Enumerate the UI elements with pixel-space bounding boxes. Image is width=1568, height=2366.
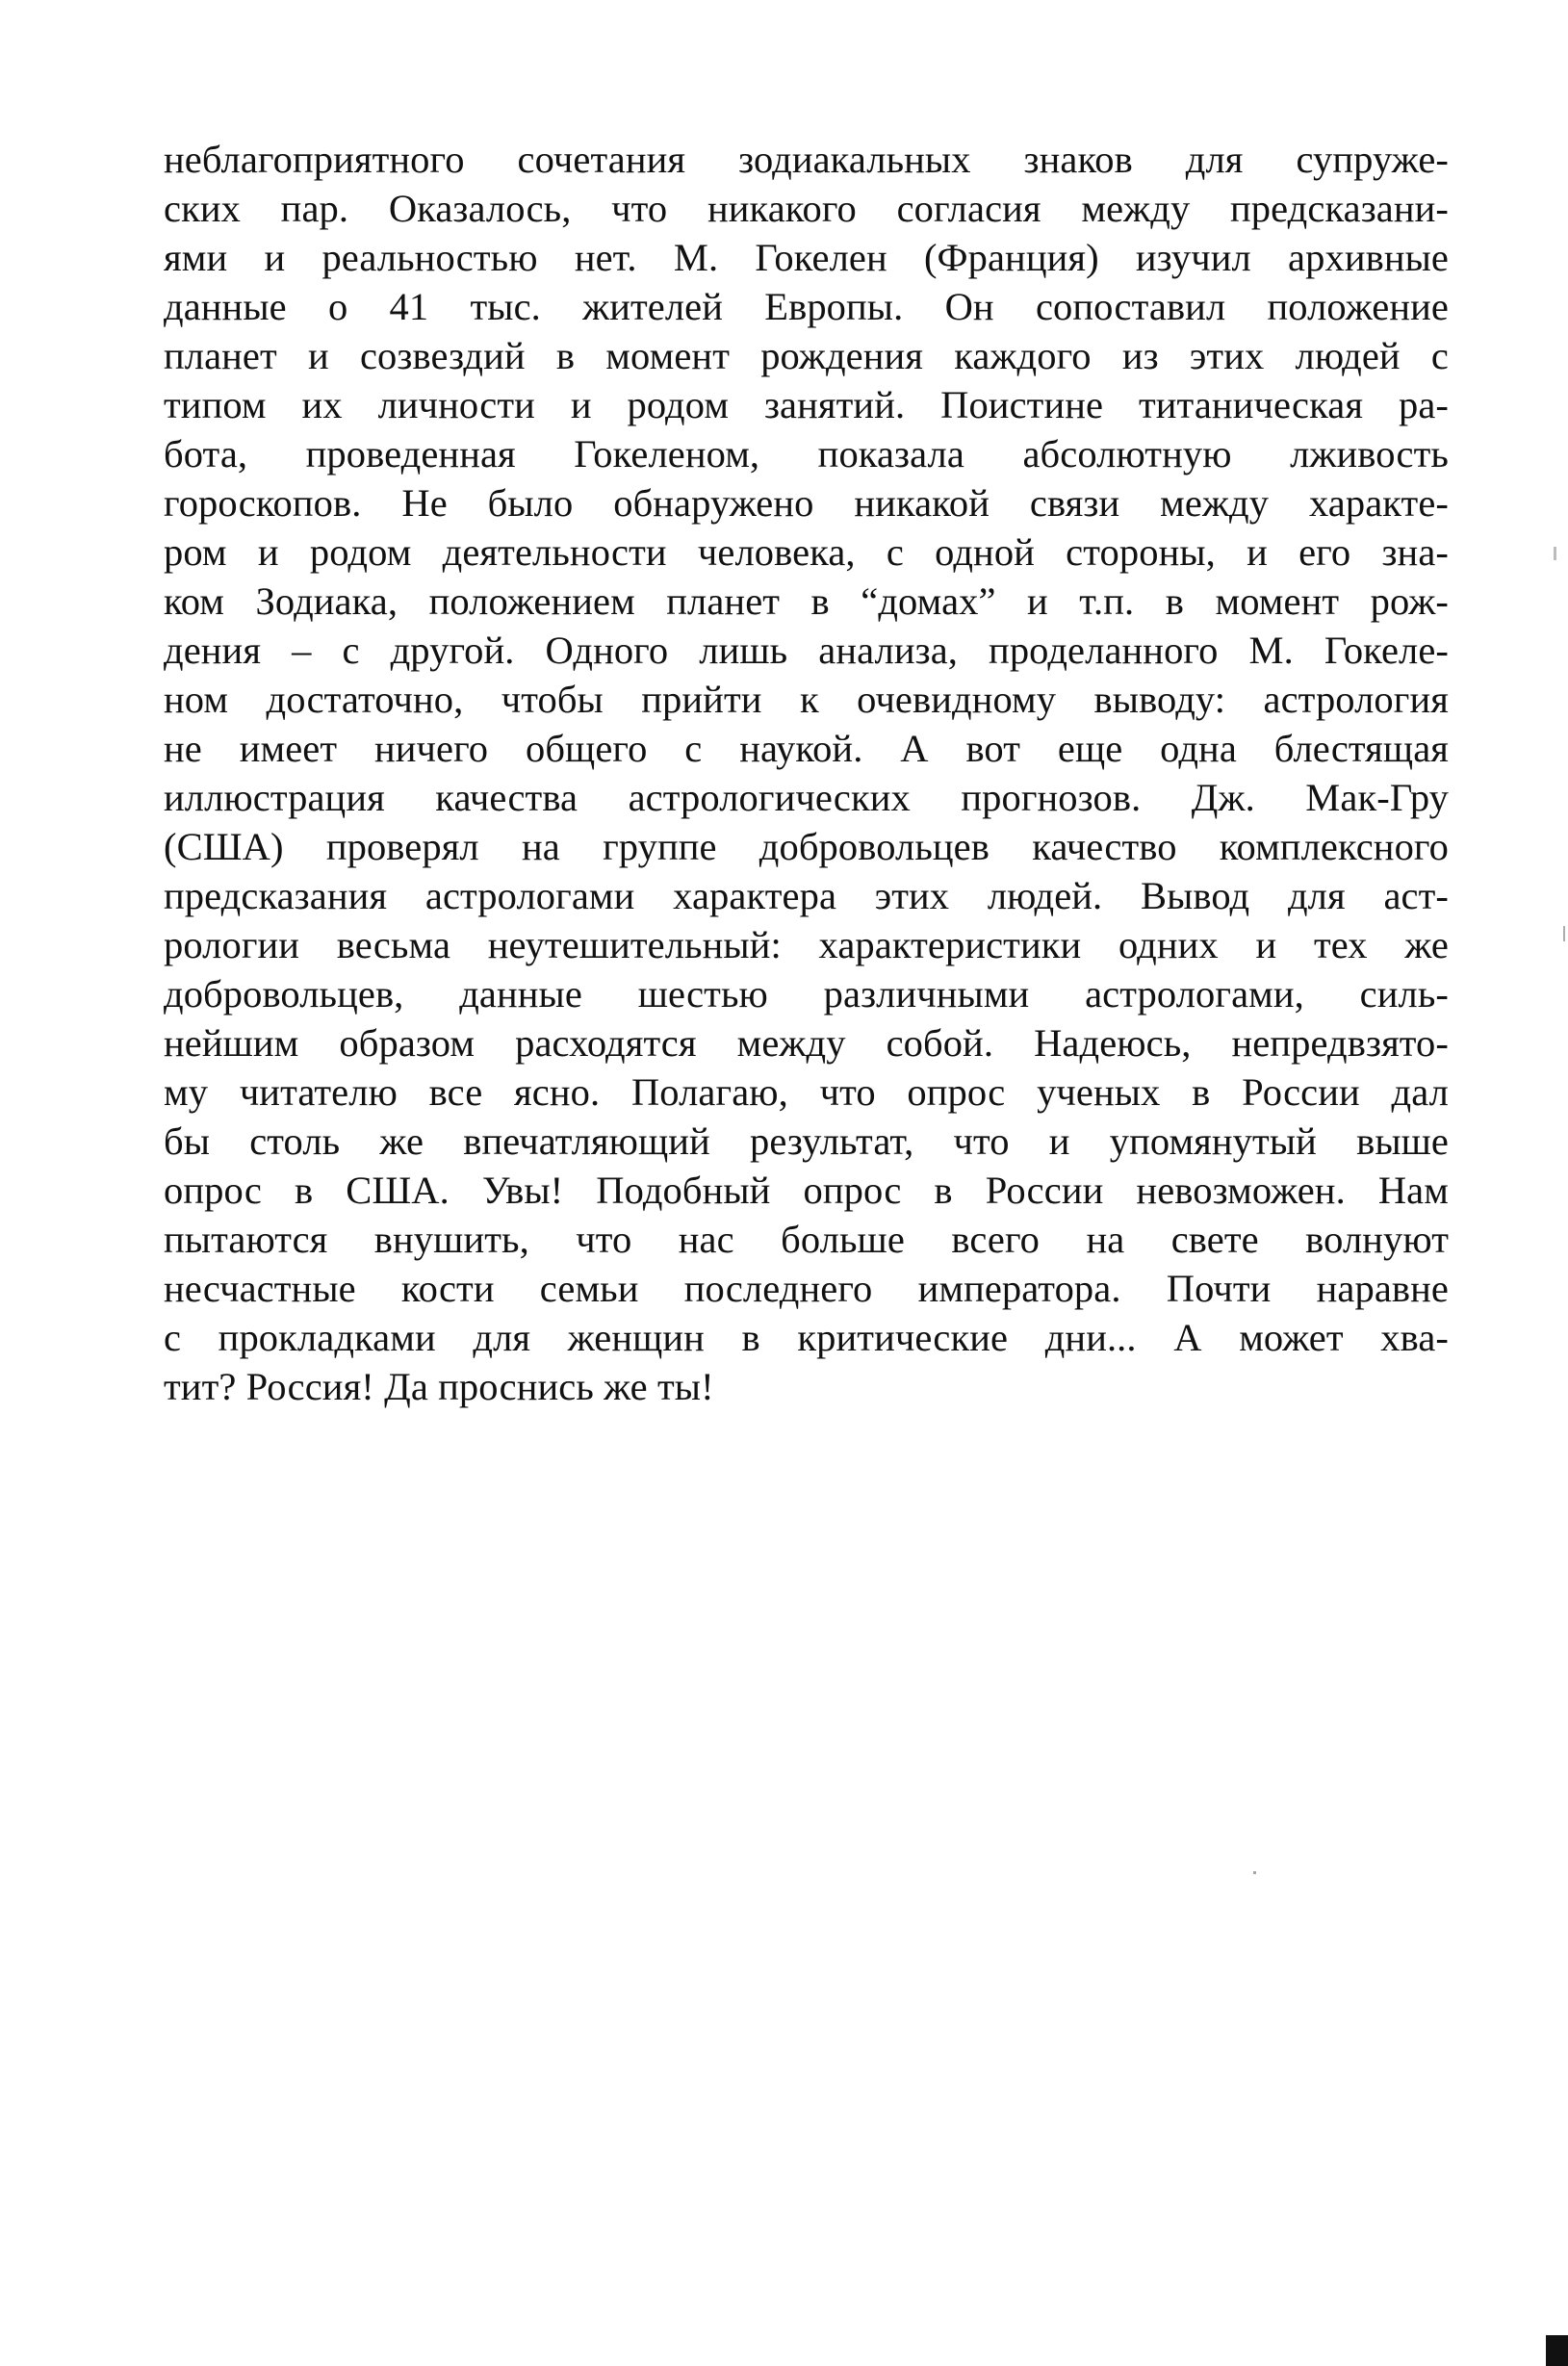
text-line: ром и родом деятельности человека, с одной стороны, и его зна- (164, 530, 1449, 574)
text-line: ями и реальностью нет. М. Гокелен (Франция) изучил архивные (164, 236, 1449, 279)
text-line: бота, проведенная Гокеленом, показала абсолютную лживость (164, 432, 1449, 476)
text-line: ских пар. Оказалось, что никакого согласия между предсказани- (164, 187, 1449, 230)
text-line: гороскопов. Не было обнаружено никакой связи между характе- (164, 481, 1449, 525)
text-line: планет и созвездий в момент рождения каждого из этих людей с (164, 334, 1449, 377)
text-line: бы столь же впечатляющий результат, что и упомянутый выше (164, 1119, 1449, 1163)
text-line: иллюстрация качества астрологических прогнозов. Дж. Мак-Гру (164, 776, 1449, 819)
text-line: (США) проверял на группе добровольцев качество комплексного (164, 825, 1449, 868)
text-line: му читателю все ясно. Полагаю, что опрос ученых в России дал (164, 1070, 1449, 1114)
text-line-last: тит? Россия! Да проснись же ты! (164, 1365, 714, 1408)
text-line: нейшим образом расходятся между собой. Надеюсь, непредвзято- (164, 1021, 1449, 1065)
text-line: ном достаточно, чтобы прийти к очевидному выводу: астрология (164, 678, 1449, 721)
text-line: несчастные кости семьи последнего императора. Почти наравне (164, 1267, 1449, 1310)
text-line: добровольцев, данные шестью различными астрологами, силь- (164, 972, 1449, 1016)
text-line: ком Зодиака, положением планет в “домах” и т.п. в момент рож- (164, 579, 1449, 623)
body-text (164, 135, 1449, 1411)
text-line: неблагоприятного сочетания зодиакальных знаков для супруже- (164, 138, 1449, 181)
text-line: предсказания астрологами характера этих людей. Вывод для аст- (164, 874, 1449, 917)
text-line: опрос в США. Увы! Подобный опрос в России невозможен. Нам (164, 1169, 1449, 1212)
text-line: с прокладками для женщин в критические дни... А может хва- (164, 1316, 1449, 1359)
text-line: рологии весьма неутешительный: характеристики одних и тех же (164, 923, 1449, 966)
scan-speck (1563, 926, 1565, 941)
text-line: типом их личности и родом занятий. Поистине титаническая ра- (164, 383, 1449, 426)
scan-speck (1554, 547, 1556, 560)
text-line: не имеет ничего общего с наукой. А вот еще одна блестящая (164, 727, 1449, 770)
scan-speck (1253, 1871, 1256, 1874)
text-line: данные о 41 тыс. жителей Европы. Он сопоставил положение (164, 285, 1449, 328)
scan-corner-mark (1546, 2335, 1568, 2366)
text-line: дения – с другой. Одного лишь анализа, проделанного М. Гокеле- (164, 629, 1449, 672)
text-line: пытаются внушить, что нас больше всего на свете волнуют (164, 1218, 1449, 1261)
